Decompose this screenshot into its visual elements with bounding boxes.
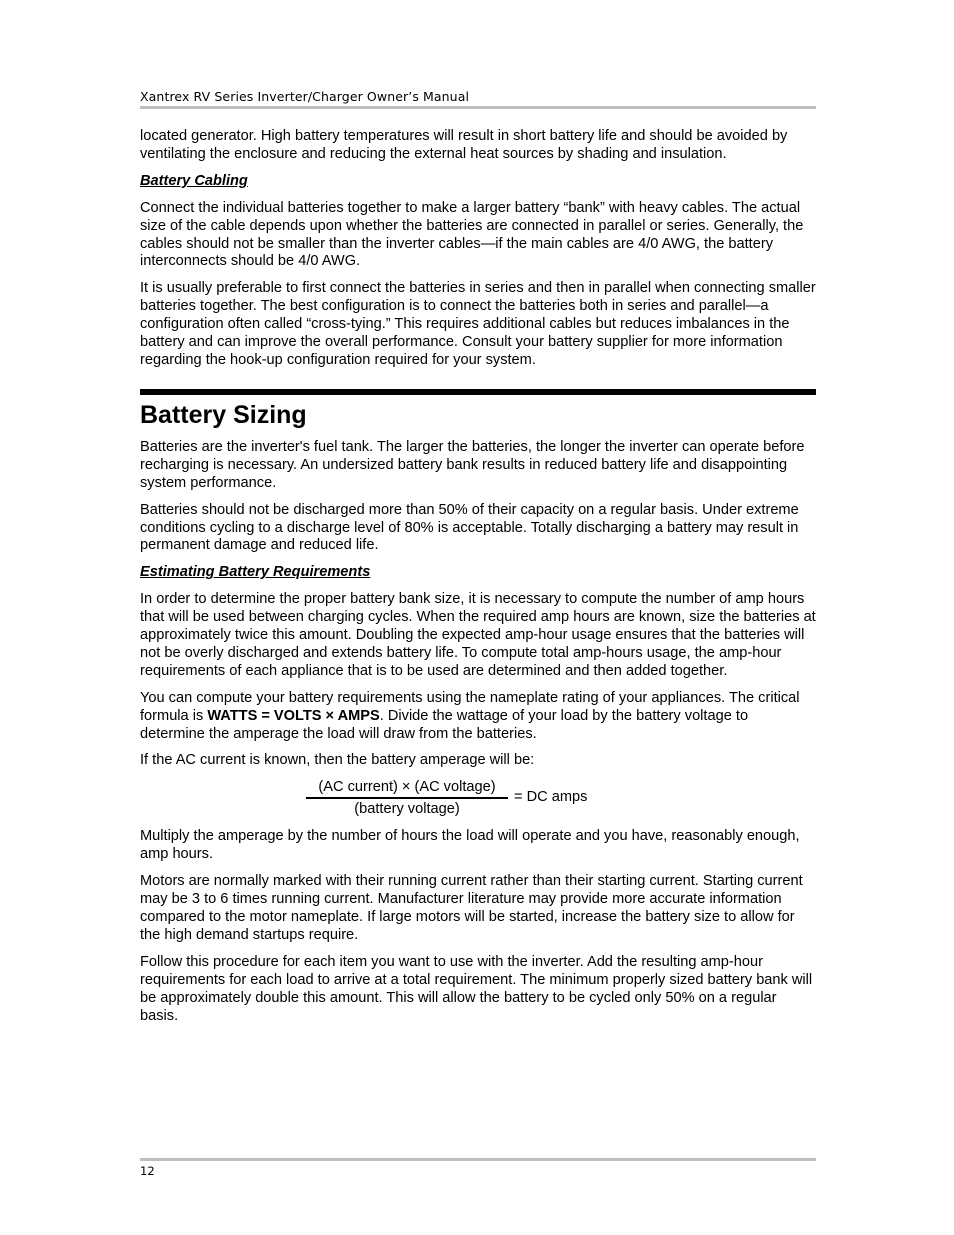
formula-numerator: (AC current) × (AC voltage): [318, 779, 496, 796]
estimating-paragraph-1: In order to determine the proper battery bank size, it is necessary to compute the number of amp hours that will be used between charging cycles. When the required amp hours are known, size the batteries at approximately twice this amount. Doubling the expected amp-hour usage ensures that the batteries will not be overly discharged and extends battery life. To compute total amp-hours usage, the amp-hour requirements of each appliance that is to be used are determined and then added together.: [140, 591, 816, 679]
formula-intro-text: You can compute your battery requirements using the nameplate rating of your appliances. The critical formula is: [140, 689, 800, 724]
section-title: Battery Sizing: [140, 400, 307, 429]
estimating-heading: Estimating Battery Requirements: [140, 564, 371, 581]
watts-formula: WATTS = VOLTS × AMPS: [207, 707, 380, 724]
estimating-paragraph-4: Multiply the amperage by the number of hours the load will operate and you have, reasonably enough, amp hours.: [140, 828, 800, 863]
battery-cabling-paragraph-2: It is usually preferable to first connect the batteries in series and then in parallel when connecting smaller batteries together. The best configuration is to connect the batteries both in series and parallel—a configuration often called “cross-tying.” This requires additional cables but reduces imbalances in the battery and can improve the overall performance. Consult your battery supplier for more information regarding the hook-up configuration required for your system.: [140, 280, 816, 368]
running-header: Xantrex RV Series Inverter/Charger Owner’s Manual: [140, 89, 470, 104]
battery-sizing-paragraph-2: Batteries should not be discharged more than 50% of their capacity on a regular basis. Under extreme conditions cycling to a discharge level of 80% is acceptable. Totally discharging a battery may result in permanent damage and reduced life.: [140, 501, 799, 554]
footer-rule: [140, 1158, 816, 1161]
formula-fraction: [306, 779, 508, 818]
formula-outro-text: . Divide the wattage of your load by the battery voltage to determine the amperage the load will draw from the batteries.: [140, 707, 749, 742]
estimating-paragraph-6: Follow this procedure for each item you want to use with the inverter. Add the resulting amp-hour requirements for each load to arrive at a total requirement. The minimum properly sized battery bank will be approximately double this amount. This will allow the battery to be cycled only 50% on a regular basis.: [140, 953, 813, 1024]
page-content: [140, 128, 816, 1034]
section-rule: [140, 389, 816, 395]
battery-sizing-paragraph-1: Batteries are the inverter's fuel tank. The larger the batteries, the longer the inverter can operate before recharging is necessary. An undersized battery bank results in reduced battery life and disappointing system performance.: [140, 438, 805, 491]
page-number: 12: [140, 1164, 155, 1178]
estimating-paragraph-3: If the AC current is known, then the battery amperage will be:: [140, 752, 535, 769]
fraction-bar: [306, 797, 508, 799]
dc-amps-formula: [140, 779, 816, 819]
formula-result: = DC amps: [514, 789, 588, 806]
intro-paragraph: located generator. High battery temperatures will result in short battery life and should be avoided by ventilating the enclosure and reducing the external heat sources by shading and insulation.: [140, 128, 788, 162]
formula-denominator: (battery voltage): [354, 801, 460, 818]
header-rule: [140, 106, 816, 109]
battery-cabling-heading: Battery Cabling: [140, 172, 248, 189]
estimating-paragraph-2: [140, 690, 816, 744]
estimating-paragraph-5: Motors are normally marked with their running current rather than their starting current. Starting current may be 3 to 6 times running current. Manufacturer literature may provide more accurate information compared to the motor nameplate. If large motors will be started, increase the battery size to allow for the high demand startups require.: [140, 873, 803, 943]
battery-cabling-paragraph-1: Connect the individual batteries together to make a larger battery “bank” with heavy cables. The actual size of the cable depends upon whether the batteries are connected in parallel or series. Generally, the cables should not be smaller than the inverter cables—if the main cables are 4/0 AWG, the battery interconnects should be 4/0 AWG.: [140, 199, 804, 270]
